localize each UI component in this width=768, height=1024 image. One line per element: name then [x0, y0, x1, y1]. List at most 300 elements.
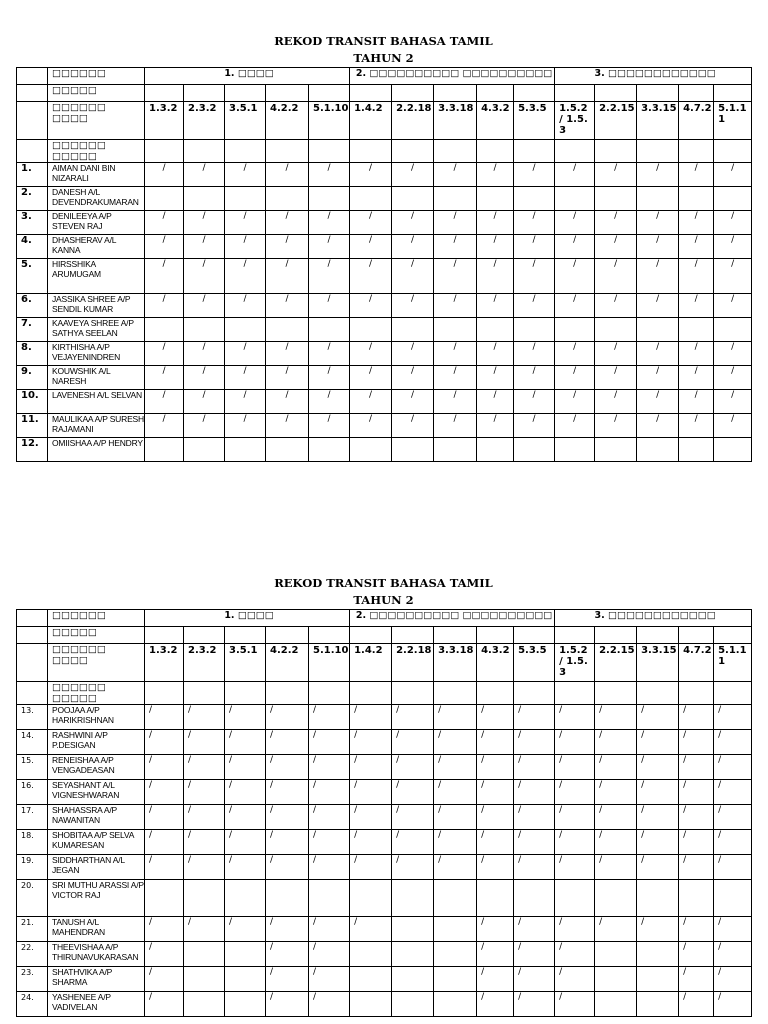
mark-cell [392, 992, 434, 1017]
mark-cell: / [309, 294, 350, 318]
mark-cell [434, 917, 477, 942]
mark-cell [225, 438, 266, 462]
mark-cell: / [434, 830, 477, 855]
mark-cell: / [477, 211, 514, 235]
mark-cell: / [679, 917, 714, 942]
mark-cell: / [714, 805, 752, 830]
mark-cell [309, 318, 350, 342]
student-row [17, 390, 752, 414]
mark-cell: / [679, 366, 714, 390]
sheet-title: REKOD TRANSIT BAHASA TAMIL [274, 576, 493, 590]
student-number: 11. [17, 414, 48, 438]
student-name: RASHWINI A/P P.DESIGAN [48, 730, 145, 755]
mark-cell: / [225, 855, 266, 880]
mark-cell: / [514, 414, 555, 438]
mark-cell: / [637, 917, 679, 942]
mark-cell: / [392, 294, 434, 318]
mark-cell: / [514, 967, 555, 992]
mark-cell [595, 187, 637, 211]
mark-cell: / [477, 755, 514, 780]
mark-cell: / [555, 830, 595, 855]
mark-cell: / [350, 805, 392, 830]
mark-cell: / [145, 211, 184, 235]
mark-cell: / [434, 805, 477, 830]
mark-cell: / [477, 294, 514, 318]
header-label: □□□□□□ [48, 68, 145, 85]
mark-cell: / [637, 259, 679, 294]
empty-cell [434, 682, 477, 705]
student-number: 14. [17, 730, 48, 755]
mark-cell: / [514, 294, 555, 318]
mark-cell: / [266, 917, 309, 942]
empty-cell [514, 627, 555, 644]
mark-cell: / [225, 163, 266, 187]
mark-cell: / [555, 163, 595, 187]
mark-cell [350, 942, 392, 967]
student-row [17, 942, 752, 967]
corner-cell [17, 68, 48, 85]
student-row [17, 211, 752, 235]
student-name: SEYASHANT A/L VIGNESHWARAN [48, 780, 145, 805]
mark-cell: / [595, 163, 637, 187]
student-number: 2. [17, 187, 48, 211]
mark-cell [225, 967, 266, 992]
mark-cell: / [309, 917, 350, 942]
student-row [17, 830, 752, 855]
mark-cell [225, 318, 266, 342]
mark-cell: / [145, 917, 184, 942]
student-row [17, 366, 752, 390]
header-row-4 [17, 682, 752, 705]
mark-cell: / [714, 967, 752, 992]
mark-cell: / [714, 855, 752, 880]
mark-cell: / [477, 414, 514, 438]
transit-record-table [16, 67, 752, 462]
empty-cell [392, 85, 434, 102]
empty-cell [184, 140, 225, 163]
mark-cell: / [145, 259, 184, 294]
mark-cell: / [145, 830, 184, 855]
empty-cell [309, 85, 350, 102]
empty-cell [679, 85, 714, 102]
mark-cell [595, 967, 637, 992]
mark-cell [309, 187, 350, 211]
mark-cell: / [514, 830, 555, 855]
mark-cell [225, 942, 266, 967]
mark-cell: / [350, 163, 392, 187]
empty-cell [309, 627, 350, 644]
student-row [17, 780, 752, 805]
student-number: 16. [17, 780, 48, 805]
mark-cell: / [266, 294, 309, 318]
mark-cell: / [555, 805, 595, 830]
mark-cell [225, 187, 266, 211]
student-row [17, 917, 752, 942]
mark-cell [225, 880, 266, 917]
mark-cell [477, 880, 514, 917]
mark-cell: / [225, 294, 266, 318]
student-name: HIRSSHIKA ARUMUGAM [48, 259, 145, 294]
empty-cell [145, 682, 184, 705]
mark-cell: / [434, 259, 477, 294]
mark-cell [184, 438, 225, 462]
student-row [17, 967, 752, 992]
mark-cell: / [225, 730, 266, 755]
empty-cell [434, 140, 477, 163]
mark-cell: / [595, 390, 637, 414]
mark-cell: / [266, 755, 309, 780]
mark-cell: / [434, 780, 477, 805]
mark-cell: / [184, 917, 225, 942]
mark-cell: / [434, 730, 477, 755]
header-row-sections [17, 610, 752, 627]
sheet-subtitle: TAHUN 2 [353, 51, 414, 65]
student-name: SRI MUTHU ARASSI A/P VICTOR RAJ [48, 880, 145, 917]
section-header: 1. □□□□ [145, 610, 350, 627]
standard-code: 2.2.15 [595, 644, 637, 682]
mark-cell: / [225, 805, 266, 830]
student-number: 13. [17, 705, 48, 730]
mark-cell: / [392, 755, 434, 780]
mark-cell: / [714, 414, 752, 438]
empty-cell [595, 627, 637, 644]
standard-code: 4.2.2 [266, 102, 309, 140]
mark-cell [350, 187, 392, 211]
mark-cell: / [350, 917, 392, 942]
empty-cell [637, 140, 679, 163]
header-row-4 [17, 140, 752, 163]
mark-cell: / [350, 780, 392, 805]
mark-cell: / [555, 390, 595, 414]
header-label: □□□□□□ □□□□□ [48, 140, 145, 163]
standard-code: 3.5.1 [225, 102, 266, 140]
standard-code: 3.3.15 [637, 102, 679, 140]
mark-cell: / [434, 390, 477, 414]
student-name: SIDDHARTHAN A/L JEGAN [48, 855, 145, 880]
empty-cell [266, 85, 309, 102]
mark-cell: / [392, 855, 434, 880]
mark-cell [679, 880, 714, 917]
mark-cell [434, 187, 477, 211]
student-name: DHASHERAV A/L KANNA [48, 235, 145, 259]
mark-cell: / [350, 730, 392, 755]
standard-code: 5.3.5 [514, 644, 555, 682]
mark-cell: / [714, 259, 752, 294]
student-name: YASHENEE A/P VADIVELAN [48, 992, 145, 1017]
mark-cell: / [266, 942, 309, 967]
mark-cell: / [225, 917, 266, 942]
mark-cell: / [266, 211, 309, 235]
mark-cell: / [145, 942, 184, 967]
mark-cell: / [637, 414, 679, 438]
empty-cell [679, 682, 714, 705]
mark-cell: / [477, 163, 514, 187]
mark-cell [350, 967, 392, 992]
section-header: 1. □□□□ [145, 68, 350, 85]
mark-cell: / [514, 259, 555, 294]
mark-cell: / [477, 780, 514, 805]
mark-cell: / [392, 705, 434, 730]
student-name: AIMAN DANI BIN NIZARALI [48, 163, 145, 187]
mark-cell: / [514, 992, 555, 1017]
mark-cell: / [266, 992, 309, 1017]
mark-cell: / [679, 235, 714, 259]
mark-cell [309, 880, 350, 917]
mark-cell: / [555, 342, 595, 366]
mark-cell [637, 880, 679, 917]
mark-cell: / [714, 780, 752, 805]
mark-cell [309, 438, 350, 462]
mark-cell [679, 438, 714, 462]
standard-code: 3.5.1 [225, 644, 266, 682]
mark-cell: / [514, 705, 555, 730]
student-number: 10. [17, 390, 48, 414]
mark-cell: / [637, 366, 679, 390]
mark-cell: / [350, 259, 392, 294]
mark-cell: / [679, 805, 714, 830]
empty-cell [595, 140, 637, 163]
mark-cell: / [514, 342, 555, 366]
mark-cell: / [679, 705, 714, 730]
mark-cell: / [595, 414, 637, 438]
mark-cell: / [555, 366, 595, 390]
mark-cell [595, 992, 637, 1017]
mark-cell [184, 967, 225, 992]
mark-cell: / [434, 163, 477, 187]
student-name: JASSIKA SHREE A/P SENDIL KUMAR [48, 294, 145, 318]
mark-cell: / [225, 414, 266, 438]
mark-cell: / [679, 942, 714, 967]
mark-cell [266, 880, 309, 917]
empty-cell [434, 85, 477, 102]
mark-cell [184, 187, 225, 211]
mark-cell: / [434, 705, 477, 730]
mark-cell [679, 318, 714, 342]
student-name: SHOBITAA A/P SELVA KUMARESAN [48, 830, 145, 855]
empty-cell [637, 682, 679, 705]
standard-code: 5.1.11 [714, 644, 752, 682]
mark-cell [145, 438, 184, 462]
mark-cell: / [637, 705, 679, 730]
mark-cell: / [555, 235, 595, 259]
mark-cell: / [555, 755, 595, 780]
mark-cell [637, 942, 679, 967]
student-row [17, 438, 752, 462]
header-label: □□□□□ [48, 85, 145, 102]
mark-cell: / [514, 390, 555, 414]
mark-cell: / [184, 855, 225, 880]
mark-cell: / [350, 235, 392, 259]
mark-cell [637, 992, 679, 1017]
standard-code: 2.2.18 [392, 102, 434, 140]
standard-code: 4.3.2 [477, 644, 514, 682]
mark-cell [555, 318, 595, 342]
mark-cell: / [679, 967, 714, 992]
mark-cell: / [477, 390, 514, 414]
mark-cell: / [392, 830, 434, 855]
mark-cell: / [595, 830, 637, 855]
empty-cell [392, 627, 434, 644]
mark-cell: / [350, 855, 392, 880]
mark-cell: / [225, 342, 266, 366]
mark-cell: / [555, 967, 595, 992]
mark-cell: / [714, 992, 752, 1017]
mark-cell: / [350, 705, 392, 730]
mark-cell: / [555, 211, 595, 235]
mark-cell: / [514, 755, 555, 780]
empty-cell [266, 140, 309, 163]
student-name: LAVENESH A/L SELVAN [48, 390, 145, 414]
mark-cell: / [184, 755, 225, 780]
standard-code: 2.2.18 [392, 644, 434, 682]
mark-cell: / [434, 366, 477, 390]
mark-cell: / [477, 730, 514, 755]
standard-code: 2.3.2 [184, 644, 225, 682]
student-name: KAAVEYA SHREE A/P SATHYA SEELAN [48, 318, 145, 342]
mark-cell [145, 318, 184, 342]
mark-cell: / [514, 366, 555, 390]
mark-cell [434, 318, 477, 342]
mark-cell: / [637, 342, 679, 366]
mark-cell [514, 187, 555, 211]
mark-cell: / [309, 259, 350, 294]
student-name: MAULIKAA A/P SURESH RAJAMANI [48, 414, 145, 438]
mark-cell [637, 318, 679, 342]
corner-cell [17, 610, 48, 627]
mark-cell: / [392, 390, 434, 414]
mark-cell [595, 942, 637, 967]
mark-cell: / [266, 390, 309, 414]
mark-cell: / [434, 342, 477, 366]
mark-cell: / [145, 805, 184, 830]
student-row [17, 342, 752, 366]
mark-cell [514, 880, 555, 917]
mark-cell [184, 880, 225, 917]
empty-cell [714, 140, 752, 163]
mark-cell: / [225, 211, 266, 235]
empty-cell [350, 682, 392, 705]
record-sheet-1 [16, 33, 751, 462]
mark-cell: / [145, 342, 184, 366]
header-label: □□□□□ [48, 627, 145, 644]
mark-cell [555, 880, 595, 917]
empty-cell [595, 85, 637, 102]
empty-cell [309, 140, 350, 163]
mark-cell: / [225, 705, 266, 730]
mark-cell: / [184, 342, 225, 366]
mark-cell: / [555, 294, 595, 318]
mark-cell: / [555, 259, 595, 294]
empty-cell [714, 682, 752, 705]
empty-cell [350, 627, 392, 644]
mark-cell: / [266, 780, 309, 805]
student-name: TANUSH A/L MAHENDRAN [48, 917, 145, 942]
mark-cell: / [266, 163, 309, 187]
empty-cell [184, 627, 225, 644]
mark-cell: / [266, 414, 309, 438]
student-name: SHAHASSRA A/P NAWANITAN [48, 805, 145, 830]
mark-cell: / [225, 755, 266, 780]
mark-cell [714, 187, 752, 211]
student-row [17, 187, 752, 211]
mark-cell: / [184, 211, 225, 235]
empty-cell [145, 140, 184, 163]
student-row [17, 705, 752, 730]
mark-cell: / [477, 942, 514, 967]
student-number: 12. [17, 438, 48, 462]
mark-cell: / [309, 705, 350, 730]
header-label: □□□□□□ □□□□□ [48, 682, 145, 705]
mark-cell: / [477, 342, 514, 366]
mark-cell [266, 438, 309, 462]
mark-cell: / [145, 366, 184, 390]
mark-cell [392, 917, 434, 942]
mark-cell: / [184, 705, 225, 730]
mark-cell: / [595, 366, 637, 390]
mark-cell: / [679, 211, 714, 235]
mark-cell: / [477, 705, 514, 730]
student-number: 21. [17, 917, 48, 942]
mark-cell: / [184, 390, 225, 414]
mark-cell: / [637, 730, 679, 755]
mark-cell: / [309, 235, 350, 259]
corner-cell [17, 85, 48, 102]
student-number: 7. [17, 318, 48, 342]
mark-cell: / [350, 830, 392, 855]
empty-cell [225, 627, 266, 644]
mark-cell: / [309, 830, 350, 855]
mark-cell: / [679, 992, 714, 1017]
mark-cell: / [184, 366, 225, 390]
header-row-codes [17, 644, 752, 682]
mark-cell: / [637, 163, 679, 187]
mark-cell: / [184, 414, 225, 438]
mark-cell: / [434, 755, 477, 780]
standard-code: 4.7.2 [679, 102, 714, 140]
mark-cell [145, 187, 184, 211]
corner-cell [17, 140, 48, 163]
mark-cell: / [679, 855, 714, 880]
sheet-subtitle: TAHUN 2 [353, 593, 414, 607]
mark-cell: / [555, 992, 595, 1017]
student-number: 3. [17, 211, 48, 235]
mark-cell [434, 880, 477, 917]
mark-cell: / [184, 259, 225, 294]
student-number: 23. [17, 967, 48, 992]
mark-cell: / [714, 366, 752, 390]
mark-cell: / [309, 942, 350, 967]
student-number: 1. [17, 163, 48, 187]
mark-cell: / [392, 366, 434, 390]
mark-cell [266, 187, 309, 211]
mark-cell: / [392, 342, 434, 366]
student-number: 4. [17, 235, 48, 259]
student-number: 17. [17, 805, 48, 830]
mark-cell: / [555, 917, 595, 942]
mark-cell: / [434, 414, 477, 438]
empty-cell [477, 627, 514, 644]
student-row [17, 259, 752, 294]
mark-cell [434, 942, 477, 967]
student-row [17, 163, 752, 187]
empty-cell [555, 682, 595, 705]
header-label: □□□□□□ □□□□ [48, 102, 145, 140]
mark-cell: / [637, 855, 679, 880]
mark-cell: / [350, 414, 392, 438]
mark-cell: / [637, 805, 679, 830]
mark-cell: / [555, 942, 595, 967]
mark-cell: / [714, 211, 752, 235]
